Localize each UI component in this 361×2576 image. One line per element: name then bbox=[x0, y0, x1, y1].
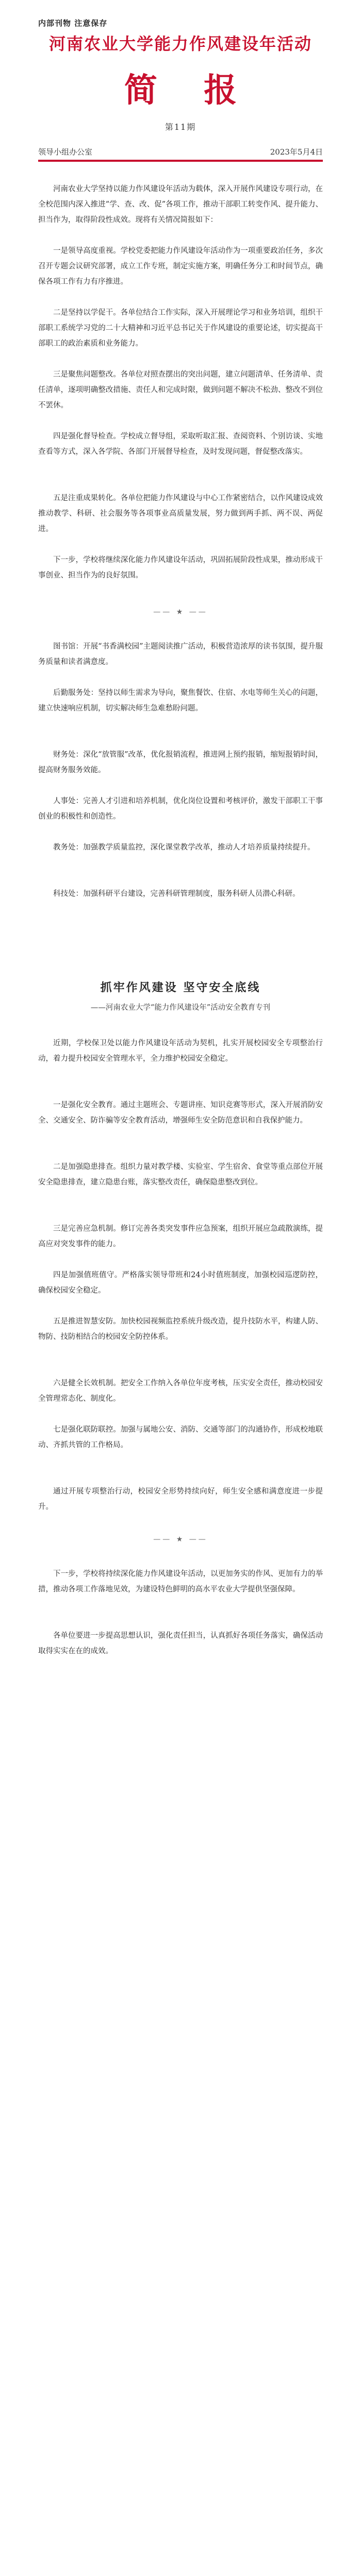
classification-note: 内部刊物 注意保存 bbox=[38, 19, 108, 28]
section2-paragraph: 教务处：加强教学质量监控，深化课堂教学改革，推动人才培养质量持续提升。 bbox=[53, 843, 315, 852]
article-paragraph: 二是加强隐患排查。组织力量对教学楼、实验室、学生宿舍、食堂等重点部位开展安全隐患排查，建立隐患台账，落实整改责任，确保隐患整改到位。 bbox=[38, 1163, 323, 1187]
masthead bbox=[0, 31, 361, 132]
issue-date: 2023年5月4日 bbox=[270, 147, 323, 157]
section3-paragraph: 下一步，学校将持续深化能力作风建设年活动，以更加务实的作风、更加有力的举措，推动各项工作落地见效，为建设特色鲜明的高水平农业大学提供坚强保障。 bbox=[38, 1570, 323, 1594]
section1-paragraph: 一是领导高度重视。学校党委把能力作风建设年活动作为一项重要政治任务，多次召开专题会议研究部署，成立工作专班，制定实施方案，明确任务分工和时间节点，确保各项工作有力有序推进。 bbox=[38, 247, 323, 286]
article-paragraph: 一是强化安全教育。通过主题班会、专题讲座、知识竞赛等形式，深入开展消防安全、交通安全、防诈骗等安全教育活动，增强师生安全防范意识和自我保护能力。 bbox=[38, 1101, 323, 1125]
section1-paragraph: 二是坚持以学促干。各单位结合工作实际，深入开展理论学习和业务培训，组织干部职工系统学习党的二十大精神和习近平总书记关于作风建设的重要论述，切实提高干部职工的政治素质和业务能力。 bbox=[38, 309, 323, 348]
article-paragraph: 通过开展专项整治行动，校园安全形势持续向好，师生安全感和满意度进一步提升。 bbox=[38, 1487, 323, 1511]
section1-paragraph: 五是注重成果转化。各单位把能力作风建设与中心工作紧密结合，以作风建设成效推动教学、科研、社会服务等各项事业高质量发展，努力做到两手抓、两不误、两促进。 bbox=[38, 494, 323, 533]
article-paragraph: 七是强化联防联控。加强与属地公安、消防、交通等部门的沟通协作，形成校地联动、齐抓共管的工作格局。 bbox=[38, 1426, 323, 1449]
section2-paragraph: 财务处：深化“放管服”改革，优化报销流程，推进网上预约报销，缩短报销时间，提高财务服务效能。 bbox=[38, 751, 323, 774]
issue-number: 第11期 bbox=[165, 122, 196, 132]
section1-paragraph: 河南农业大学坚持以能力作风建设年活动为载体，深入开展作风建设专项行动，在全校范围内深入推进“学、查、改、促”各项工作，推动干部职工转变作风、提升能力、担当作为，取得阶段性成效。现将有关情况简报如下： bbox=[38, 185, 323, 224]
section2-paragraph: 人事处：完善人才引进和培养机制，优化岗位设置和考核评价，激发干部职工干事创业的积极性和创造性。 bbox=[38, 797, 323, 821]
section2-paragraph: 图书馆：开展“书香满校园”主题阅读推广活动，积极营造浓厚的读书氛围，提升服务质量和读者满意度。 bbox=[38, 642, 323, 666]
article-paragraph: 三是完善应急机制。修订完善各类突发事件应急预案，组织开展应急疏散演练，提高应对突发事件的能力。 bbox=[38, 1225, 323, 1248]
section2-paragraph: 后勤服务处：坚持以师生需求为导向，聚焦餐饮、住宿、水电等师生关心的问题，建立快速响应机制，切实解决师生急难愁盼问题。 bbox=[38, 689, 323, 713]
article-paragraph: 四是加强值班值守。严格落实领导带班和24小时值班制度，加强校园巡逻防控，确保校园安全稳定。 bbox=[38, 1271, 323, 1295]
separator: —— ★ —— bbox=[153, 1535, 208, 1544]
issuer: 领导小组办公室 bbox=[38, 147, 93, 157]
article-title: 抓牢作风建设 坚守安全底线 bbox=[100, 981, 261, 994]
separator: —— ★ —— bbox=[153, 608, 208, 616]
section3-paragraph: 各单位要进一步提高思想认识，强化责任担当，认真抓好各项任务落实，确保活动取得实实在在的成效。 bbox=[38, 1632, 323, 1655]
section1-paragraph: 三是聚焦问题整改。各单位对照查摆出的突出问题，建立问题清单、任务清单、责任清单，逐项明确整改措施、责任人和完成时限，做到问题不解决不松劲、整改不到位不罢休。 bbox=[38, 370, 323, 410]
article-paragraph: 五是推进智慧安防。加快校园视频监控系统升级改造，提升技防水平，构建人防、物防、技防相结合的校园安全防控体系。 bbox=[38, 1317, 323, 1341]
masthead-title: 河南农业大学能力作风建设年活动 bbox=[48, 34, 312, 54]
header-red-rule bbox=[38, 160, 323, 162]
article-paragraph: 六是健全长效机制。把安全工作纳入各单位年度考核，压实安全责任，推动校园安全管理常态化、制度化。 bbox=[38, 1379, 323, 1403]
section2-paragraph: 科技处：加强科研平台建设，完善科研管理制度，服务科研人员潜心科研。 bbox=[53, 890, 300, 898]
section1-paragraph: 四是强化督导检查。学校成立督导组，采取听取汇报、查阅资料、个别访谈、实地查看等方式，深入各学院、各部门开展督导检查，及时发现问题，督促整改落实。 bbox=[38, 432, 323, 456]
section1-paragraph: 下一步，学校将继续深化能力作风建设年活动，巩固拓展阶段性成果，推动形成干事创业、担当作为的良好氛围。 bbox=[38, 556, 323, 580]
article-paragraph: 近期，学校保卫处以能力作风建设年活动为契机，扎实开展校园安全专项整治行动，着力提升校园安全管理水平，全力维护校园安全稳定。 bbox=[38, 1039, 323, 1063]
article-subtitle: ——河南农业大学“能力作风建设年”活动安全教育专刊 bbox=[90, 1004, 271, 1012]
masthead-main: 简 报 bbox=[124, 71, 255, 110]
